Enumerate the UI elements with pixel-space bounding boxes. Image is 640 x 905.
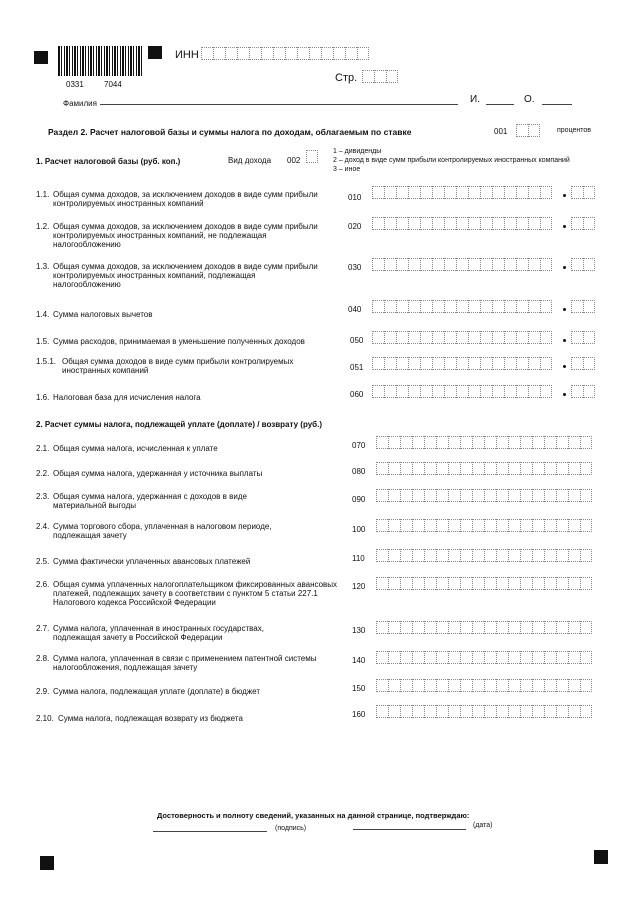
corner-marker-top-left xyxy=(34,51,48,64)
row-number: 2.6. xyxy=(36,580,50,589)
row-number: 2.3. xyxy=(36,492,50,501)
decimal-point xyxy=(563,266,566,269)
row-code: 050 xyxy=(350,336,364,345)
amount-field[interactable] xyxy=(372,217,552,230)
row-code: 020 xyxy=(348,222,362,231)
section-title: Раздел 2. Расчет налоговой базы и суммы налога по доходам, облагаемым по ставке xyxy=(48,127,412,137)
amount-field[interactable] xyxy=(372,357,552,370)
signature-line[interactable] xyxy=(153,831,267,832)
row-number: 1.1. xyxy=(36,190,50,199)
kopecks-field[interactable] xyxy=(571,385,595,398)
decimal-point xyxy=(563,365,566,368)
row-code: 060 xyxy=(350,390,364,399)
row-code: 130 xyxy=(352,626,366,635)
amount-field[interactable] xyxy=(372,331,552,344)
rate-code: 001 xyxy=(494,127,508,136)
rate-unit: процентов xyxy=(557,127,592,134)
decimal-point xyxy=(563,225,566,228)
rate-field[interactable] xyxy=(516,124,540,137)
initial-i-label: И. xyxy=(470,94,480,105)
inn-field[interactable] xyxy=(201,47,369,60)
corner-marker-top-mid xyxy=(148,46,162,59)
confirmation-text: Достоверность и полноту сведений, указанных на данной странице, подтверждаю: xyxy=(157,811,470,820)
amount-field[interactable] xyxy=(376,519,592,532)
part2-title: 2. Расчет суммы налога, подлежащей уплате (доплате) / возврату (руб.) xyxy=(36,420,322,429)
row-text: Общая сумма доходов, за исключением доходов в виде сумм прибыли контролируемых иностранных компаний, подлежащая налогообложению xyxy=(53,262,318,289)
kopecks-field[interactable] xyxy=(571,300,595,313)
decimal-point xyxy=(563,339,566,342)
row-number: 2.9. xyxy=(36,687,50,696)
surname-label: Фамилия xyxy=(63,99,97,108)
row-code: 140 xyxy=(352,656,366,665)
initial-o-label: О. xyxy=(524,94,535,105)
barcode-number-right: 7044 xyxy=(104,80,122,89)
amount-field[interactable] xyxy=(372,258,552,271)
initial-o-line[interactable] xyxy=(542,104,572,105)
row-text: Общая сумма налога, исчисленная к уплате xyxy=(53,444,218,453)
row-number: 1.5. xyxy=(36,337,50,346)
amount-field[interactable] xyxy=(376,679,592,692)
inn-label: ИНН xyxy=(175,49,199,61)
income-kind-field[interactable] xyxy=(306,150,318,163)
row-number: 2.1. xyxy=(36,444,50,453)
row-text: Общая сумма налога, удержанная с доходов в виде материальной выгоды xyxy=(53,492,247,510)
row-code: 090 xyxy=(352,495,366,504)
decimal-point xyxy=(563,393,566,396)
corner-marker-bottom-left xyxy=(40,856,54,870)
row-text: Сумма торгового сбора, уплаченная в налоговом периоде, подлежащая зачету xyxy=(53,522,272,540)
initial-i-line[interactable] xyxy=(486,104,514,105)
income-kind-option: 2 – доход в виде сумм прибыли контролируемых иностранных компаний xyxy=(333,157,570,164)
row-number: 1.4. xyxy=(36,310,50,319)
amount-field[interactable] xyxy=(372,186,552,199)
row-number: 1.3. xyxy=(36,262,50,271)
kopecks-field[interactable] xyxy=(571,357,595,370)
row-code: 110 xyxy=(352,554,365,563)
barcode xyxy=(58,46,142,76)
amount-field[interactable] xyxy=(372,385,552,398)
row-number: 2.4. xyxy=(36,522,50,531)
amount-field[interactable] xyxy=(376,705,592,718)
decimal-point xyxy=(563,308,566,311)
row-text: Сумма налога, подлежащая возврату из бюджета xyxy=(58,714,243,723)
amount-field[interactable] xyxy=(376,577,592,590)
corner-marker-bottom-right xyxy=(594,850,608,864)
row-number: 2.2. xyxy=(36,469,50,478)
row-text: Общая сумма доходов, за исключением доходов в виде сумм прибыли контролируемых иностранных компаний, не подлежащая налогообложению xyxy=(53,222,318,249)
date-caption: (дата) xyxy=(473,822,493,829)
row-number: 1.5.1. xyxy=(36,357,57,366)
row-text: Сумма расходов, принимаемая в уменьшение полученных доходов xyxy=(53,337,305,346)
row-text: Сумма налоговых вычетов xyxy=(53,310,153,319)
kopecks-field[interactable] xyxy=(571,186,595,199)
amount-field[interactable] xyxy=(376,549,592,562)
row-text: Сумма фактически уплаченных авансовых платежей xyxy=(53,557,251,566)
row-text: Общая сумма доходов, за исключением доходов в виде сумм прибыли контролируемых иностранных компаний xyxy=(53,190,318,208)
row-text: Общая сумма уплаченных налогоплательщиком фиксированных авансовых платежей, подлежащих зачету в соответствии с пунктом 5 статьи 227.1 Налогового кодекса Российской Федерации xyxy=(53,580,338,607)
row-text: Общая сумма доходов в виде сумм прибыли контролируемых иностранных компаний xyxy=(62,357,294,375)
income-kind-label: Вид дохода xyxy=(228,156,272,165)
page-number-field[interactable] xyxy=(362,70,398,83)
row-code: 040 xyxy=(348,305,362,314)
kopecks-field[interactable] xyxy=(571,217,595,230)
income-kind-code: 002 xyxy=(287,156,301,165)
row-number: 2.7. xyxy=(36,624,50,633)
barcode-number-left: 0331 xyxy=(66,80,84,89)
row-number: 1.6. xyxy=(36,393,50,402)
part1-title: 1. Расчет налоговой базы (руб. коп.) xyxy=(36,157,181,166)
income-kind-option: 1 – дивиденды xyxy=(333,148,382,155)
surname-line[interactable] xyxy=(100,104,458,105)
row-code: 010 xyxy=(348,193,362,202)
row-number: 1.2. xyxy=(36,222,50,231)
amount-field[interactable] xyxy=(376,462,592,475)
row-text: Сумма налога, уплаченная в связи с применением патентной системы налогообложения, подлежащая зачету xyxy=(53,654,317,672)
row-code: 100 xyxy=(352,525,366,534)
row-code: 070 xyxy=(352,441,366,450)
kopecks-field[interactable] xyxy=(571,331,595,344)
income-kind-option: 3 – иное xyxy=(333,166,361,173)
kopecks-field[interactable] xyxy=(571,258,595,271)
row-number: 2.8. xyxy=(36,654,50,663)
row-text: Общая сумма налога, удержанная у источника выплаты xyxy=(53,469,263,478)
row-text: Сумма налога, уплаченная в иностранных государствах, подлежащая зачету в Российской Федерации xyxy=(53,624,264,642)
row-code: 080 xyxy=(352,467,366,476)
amount-field[interactable] xyxy=(376,621,592,634)
page-label: Стр. xyxy=(335,72,358,84)
amount-field[interactable] xyxy=(376,436,592,449)
amount-field[interactable] xyxy=(372,300,552,313)
signature-caption: (подпись) xyxy=(275,825,307,832)
row-code: 051 xyxy=(350,363,364,372)
decimal-point xyxy=(563,194,566,197)
row-code: 160 xyxy=(352,710,366,719)
row-code: 120 xyxy=(352,582,366,591)
row-number: 2.10. xyxy=(36,714,54,723)
row-number: 2.5. xyxy=(36,557,50,566)
row-code: 150 xyxy=(352,684,366,693)
row-text: Налоговая база для исчисления налога xyxy=(53,393,201,402)
date-line[interactable] xyxy=(353,829,466,830)
row-code: 030 xyxy=(348,263,362,272)
row-text: Сумма налога, подлежащая уплате (доплате) в бюджет xyxy=(53,687,260,696)
amount-field[interactable] xyxy=(376,651,592,664)
amount-field[interactable] xyxy=(376,489,592,502)
